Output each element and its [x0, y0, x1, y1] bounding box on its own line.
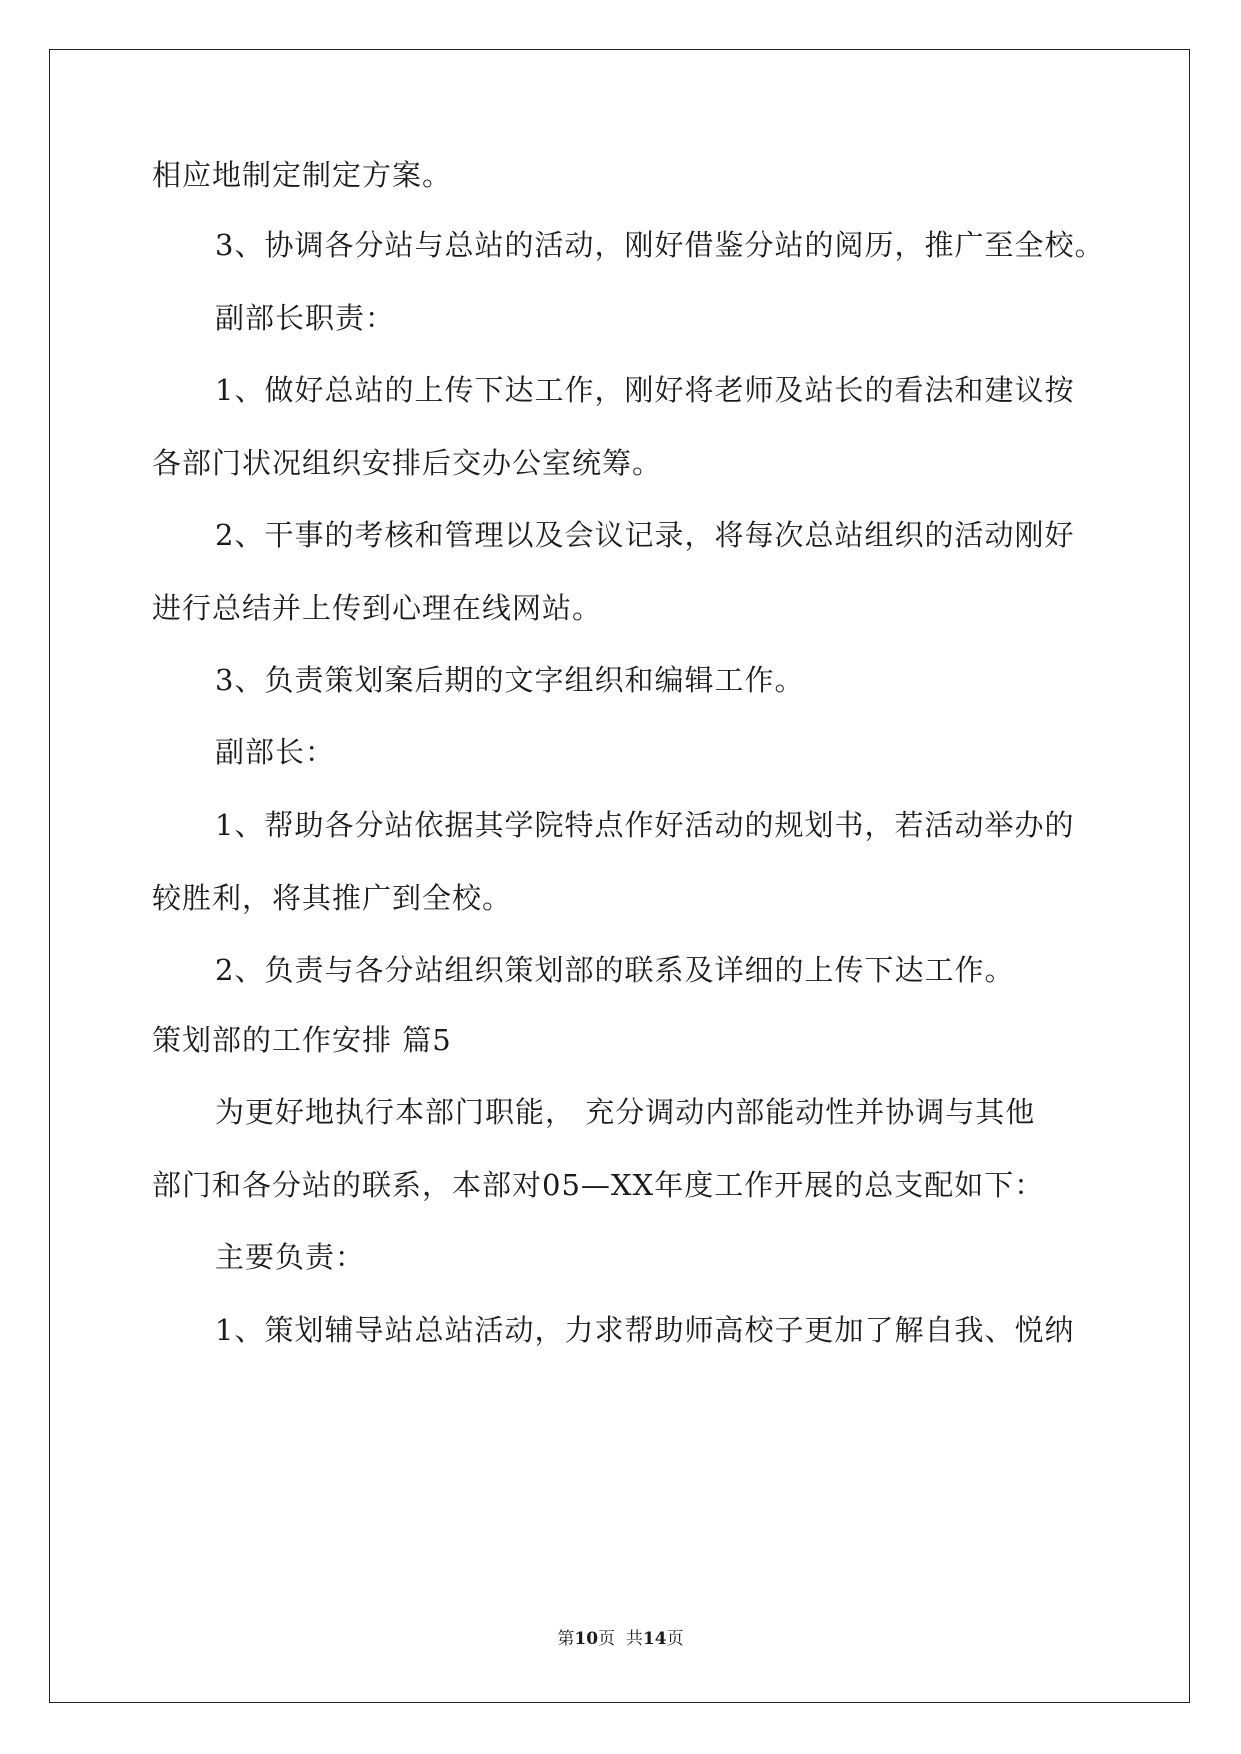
text-line: 2、负责与各分站组织策划部的联系及详细的上传下达工作。: [215, 953, 1015, 987]
footer-middle: 页 共: [598, 1629, 643, 1649]
text-line: 较胜利，将其推广到全校。: [152, 881, 513, 915]
footer-suffix: 页: [666, 1629, 684, 1649]
text-line: 3、负责策划案后期的文字组织和编辑工作。: [215, 663, 805, 697]
footer-prefix: 第: [557, 1629, 575, 1649]
text-line: 各部门状况组织安排后交办公室统筹。: [152, 446, 663, 480]
text-line: 2、干事的考核和管理以及会议记录，将每次总站组织的活动刚好: [215, 518, 1075, 552]
text-line: 为更好地执行本部门职能， 充分调动内部能动性并协调与其他: [215, 1095, 1036, 1129]
text-line: 副部长职责：: [215, 301, 396, 335]
text-line: 相应地制定制定方案。: [152, 158, 453, 192]
text-line: 部门和各分站的联系，本部对05—XX年度工作开展的总支配如下：: [152, 1168, 1045, 1202]
section-heading: 策划部的工作安排 篇5: [152, 1023, 452, 1057]
page-footer: [0, 1628, 1241, 1650]
text-line: 主要负责：: [215, 1240, 366, 1274]
total-pages-number: 14: [642, 1629, 667, 1649]
text-line: 1、帮助各分站依据其学院特点作好活动的规划书，若活动举办的: [215, 808, 1075, 842]
current-page-number: 10: [574, 1629, 599, 1649]
text-line: 进行总结并上传到心理在线网站。: [152, 591, 603, 625]
text-line: 1、策划辅导站总站活动，力求帮助师高校子更加了解自我、悦纳: [215, 1313, 1075, 1347]
text-line: 副部长：: [215, 735, 336, 769]
text-line: 3、协调各分站与总站的活动，刚好借鉴分站的阅历，推广至全校。: [215, 228, 1105, 262]
text-line: 1、做好总站的上传下达工作，刚好将老师及站长的看法和建议按: [215, 373, 1075, 407]
